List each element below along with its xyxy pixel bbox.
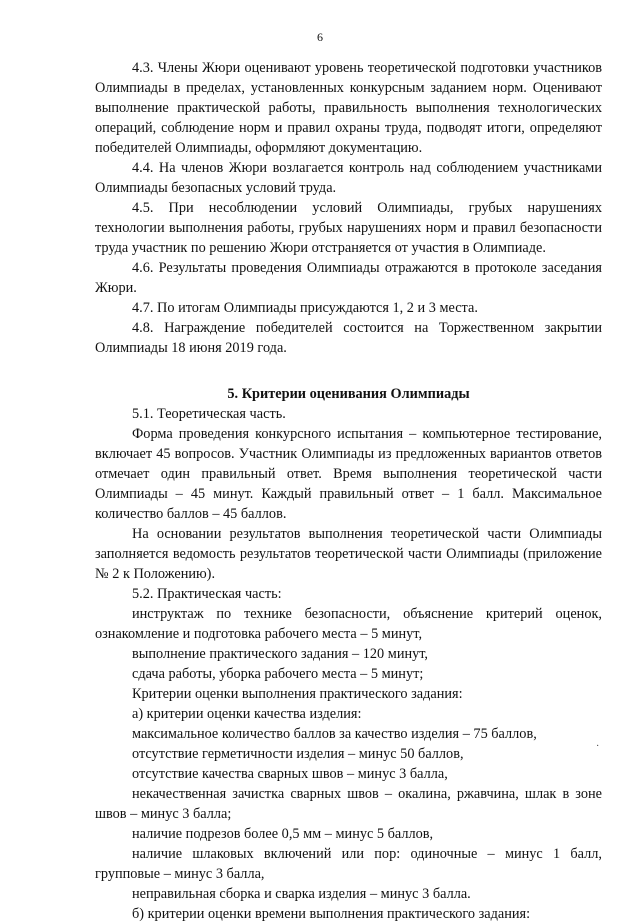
page-number: 6 [317,30,323,44]
paragraph-4-7: 4.7. По итогам Олимпиады присуждаются 1, 2 и 3 места. [132,300,478,316]
paragraph-5-1: 5.1. Теоретическая часть. [132,406,286,422]
paragraph-5-1-sheet: На основании результатов выполнения теоретической части Олимпиады заполняется ведомость результатов теоретической части Олимпиады (приложение № 2 к Положению). [95,526,602,582]
paragraph-4-6: 4.6. Результаты проведения Олимпиады отражаются в протоколе заседания Жюри. [95,260,602,296]
paragraph-4-4: 4.4. На членов Жюри возлагается контроль над соблюдением участниками Олимпиады безопасных условий труда. [95,160,602,196]
list-item-b: б) критерии оценки времени выполнения практического задания: [132,906,531,922]
paragraph-4-3: 4.3. Члены Жюри оценивают уровень теоретической подготовки участников Олимпиады в пределах, установленных конкурсным заданием норм. Оценивают выполнение практической работы, правильность выполнения технологических операций, соблюдение норм и правил охраны труда, подводят итоги, определяют победителей Олимпиады, оформляют документацию. [95,60,602,156]
list-item-a2: отсутствие герметичности изделия – минус 50 баллов, [132,746,464,762]
list-item-a6: наличие шлаковых включений или пор: одиночные – минус 1 балл, групповые – минус 3 балла, [95,846,602,882]
document-body [95,58,602,924]
paragraph-5-1-text: Форма проведения конкурсного испытания – компьютерное тестирование, включает 45 вопросов. Участник Олимпиады из предложенных вариантов ответов отмечает один правильный ответ. Время выполнения теоретической части Олимпиады – 45 минут. Каждый правильный ответ – 1 балл. Максимальное количество баллов – 45 баллов. [95,426,602,522]
list-item-a4: некачественная зачистка сварных швов – окалина, ржавчина, шлак в зоне швов – минус 3 балла; [95,786,602,822]
paragraph-4-8: 4.8. Награждение победителей состоится на Торжественном закрытии Олимпиады 18 июня 2019 года. [95,320,602,356]
list-item-a3: отсутствие качества сварных швов – минус 3 балла, [132,766,448,782]
paragraph-4-5: 4.5. При несоблюдении условий Олимпиады, грубых нарушениях технологии выполнения работы, грубых нарушениях норм и правил безопасности труда участник по решению Жюри отстраняется от участия в Олимпиаде. [95,200,602,256]
list-item-a1: максимальное количество баллов за качество изделия – 75 баллов, [132,726,537,742]
section-5-heading: 5. Критерии оценивания Олимпиады [227,386,470,402]
list-item-a7: неправильная сборка и сварка изделия – минус 3 балла. [132,886,471,902]
paragraph-5-2-task: выполнение практического задания – 120 минут, [132,646,429,662]
paragraph-5-2-briefing: инструктаж по технике безопасности, объяснение критерий оценок, ознакомление и подготовка рабочего места – 5 минут, [95,606,602,642]
scan-mark: · [596,741,600,752]
list-item-a: а) критерии оценки качества изделия: [132,706,362,722]
paragraph-criteria-title: Критерии оценки выполнения практического задания: [132,686,463,702]
list-item-a5: наличие подрезов более 0,5 мм – минус 5 баллов, [132,826,434,842]
section-gap [95,358,602,384]
paragraph-5-2-cleanup: сдача работы, уборка рабочего места – 5 минут; [132,666,424,682]
paragraph-5-2: 5.2. Практическая часть: [132,586,282,602]
